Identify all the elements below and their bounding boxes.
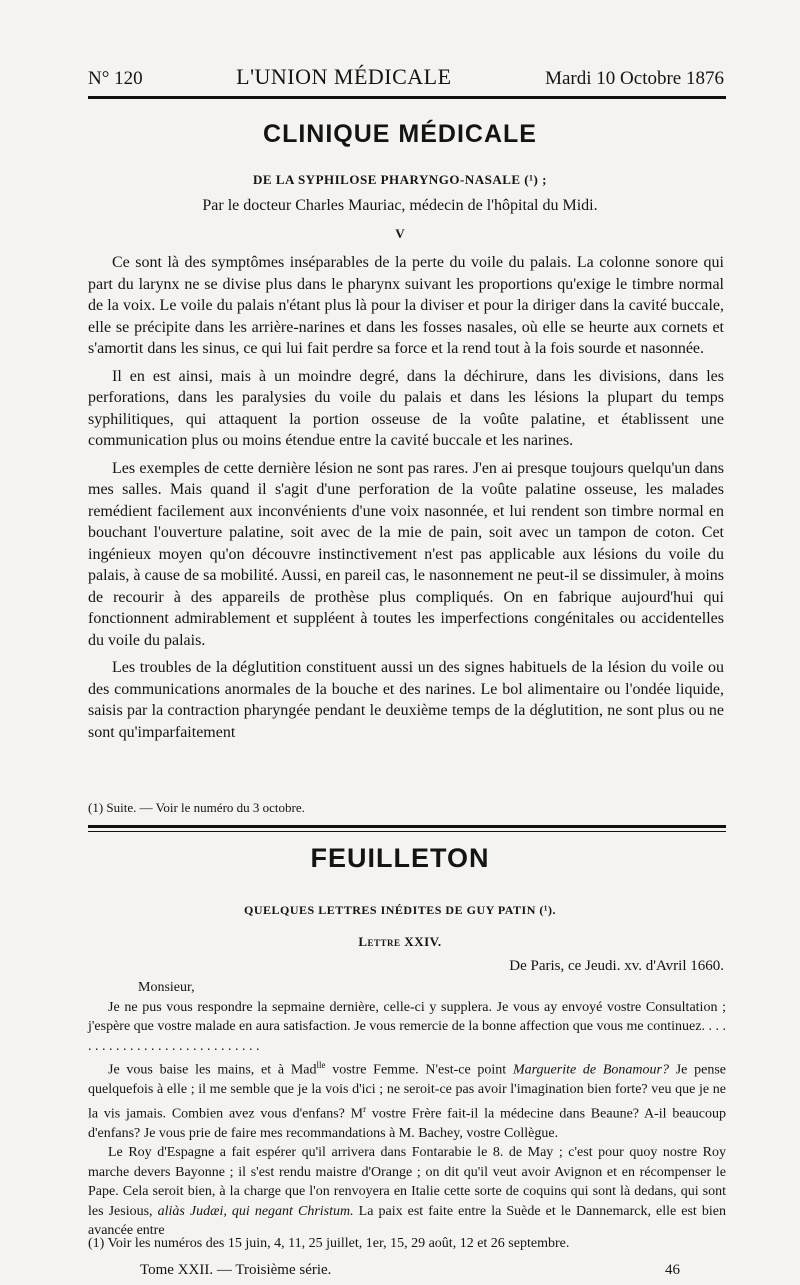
letter-paragraph: Je ne pus vous respondre la sepmaine dernière, celle-ci y supplera. Je vous ay envoyé vostre Consultation ; j'espère que vostre malade en aura satisfaction. Je vous remercie de la bonne affection que vous me continuez. . . . . . . . . . . . . . . . . . . . . . . . . . . . .	[88, 999, 726, 1054]
letter-paragraph: Je vous baise les mains, et à Mad$^{lle}$ vostre Femme. N'est-ce point Marguerite de Bonamour? Je pense quelquefois à elle ; il me semble que je la vois d'ici ; ne seroit-ce pas avoir l'imagination bien forte? veu que je ne la vis jamais. Combien avez vous d'enfans? $M^r$ vostre Frère fait-il la médecine dans Beaune? A-il beaucoup d'enfans? Je vous prie de faire mes recommandations à M. Bachey, vostre Collègue.	[88, 1060, 726, 1141]
clinique-paragraph: Il en est ainsi, mais à un moindre degré, dans la déchirure, dans les divisions, dans les perforations, dans les paralysies du voile du palais et dans les lésions la plupart du temps syphilitiques, qui attaquent la portion osseuse de la voûte palatine, et établissent une communication plus ou moins étendue entre la cavité buccale et les narines.	[88, 367, 724, 449]
author-line: Par le docteur Charles Mauriac, médecin de l'hôpital du Midi.	[202, 197, 598, 214]
salutation: Monsieur,	[138, 980, 195, 995]
issue-date: Mardi 10 Octobre 1876	[545, 68, 724, 89]
page-number: 46	[665, 1262, 680, 1278]
feuilleton-title: FEUILLETON	[310, 843, 490, 873]
issue-number: N° 120	[88, 68, 143, 89]
clinique-subtitle: DE LA SYPHILOSE PHARYNGO-NASALE (¹) ;	[253, 172, 547, 187]
page-footer	[140, 1262, 680, 1279]
page-header	[88, 64, 724, 90]
clinique-paragraph: Les exemples de cette dernière lésion ne sont pas rares. J'en ai presque toujours quelqu'un dans mes salles. Mais quand il s'agit d'une perforation de la voûte palatine osseuse, les malades remédient facilement aux inconvénients d'une voix nasonnée, et lui rendent son timbre normal en bouchant l'ouverture palatine, soit avec de la mie de pain, soit avec un tampon de coton. Cet ingénieux moyen qu'on découvre instinctivement n'est pas applicable aux lésions du voile du palais, à cause de sa mobilité. Aussi, en pareil cas, le nasonnement ne peut-il se dissimuler, à moins de recourir à des appareils de prothèse plus compliqués. On en fabrique aujourd'hui qui fonctionnent admirablement et suppléent à toutes les imperfections congénitales ou accidentelles du voile du palais.	[88, 459, 724, 649]
letter-dateline: De Paris, ce Jeudi. xv. d'Avril 1660.	[509, 958, 724, 974]
feuilleton-rule-thin	[88, 831, 726, 832]
masthead: L'UNION MÉDICALE	[236, 64, 452, 89]
section-number: V	[395, 226, 405, 241]
feuilleton-footnote: (1) Voir les numéros des 15 juin, 4, 11, 25 juillet, 1er, 15, 29 août, 12 et 26 septembre.	[88, 1236, 570, 1251]
feuilleton-body	[88, 978, 726, 1241]
clinique-paragraph: Ce sont là des symptômes inséparables de la perte du voile du palais. La colonne sonore qui part du larynx ne se divise plus dans le pharynx suivant les proportions qu'exige le timbre normal de la voix. Le voile du palais n'étant plus là pour la diviser et pour la diriger dans la cavité buccale, elle se précipite dans les arrière-narines et dans les fosses nasales, où elle se heurte aux cornets et s'amortit dans les sinus, ce qui lui fait perdre sa force et la rend tout à la fois sourde et nasonnée.	[88, 254, 724, 357]
header-rule	[88, 96, 726, 99]
clinique-footnote: (1) Suite. — Voir le numéro du 3 octobre.	[88, 800, 305, 815]
clinique-title: CLINIQUE MÉDICALE	[263, 120, 537, 148]
clinique-body	[88, 252, 724, 749]
tome-line: Tome XXII. — Troisième série.	[140, 1262, 332, 1278]
feuilleton-rule	[88, 825, 726, 828]
letter-number: Lettre XXIV.	[358, 934, 442, 949]
clinique-paragraph: Les troubles de la déglutition constituent aussi un des signes habituels de la lésion du voile ou des communications anormales de la bouche et des narines. Le bol alimentaire ou l'ondée liquide, saisis par la contraction pharyngée pendant le deuxième temps de la déglutition, ne sont plus ou ne sont qu'imparfaitement	[88, 659, 724, 741]
letter-paragraph: Le Roy d'Espagne a fait espérer qu'il arrivera dans Fontarabie le 8. de May ; c'est pour quoy nostre Roy marche devers Bayonne ; il s'est rendu maistre d'Orange ; on dit qu'il veut avoir Avignon et en récompenser le Pape. Cela seroit bien, à la charge que l'on renvoyera en Italie cette sorte de coquins qui sont là dedans, qui sont les Jesious, aliàs Judæi, qui negant Christum. La paix est faite entre la Suède et le Dannemarck, elle est bien avancée entre	[88, 1145, 726, 1239]
feuilleton-subtitle: QUELQUES LETTRES INÉDITES DE GUY PATIN (¹).	[244, 903, 556, 917]
